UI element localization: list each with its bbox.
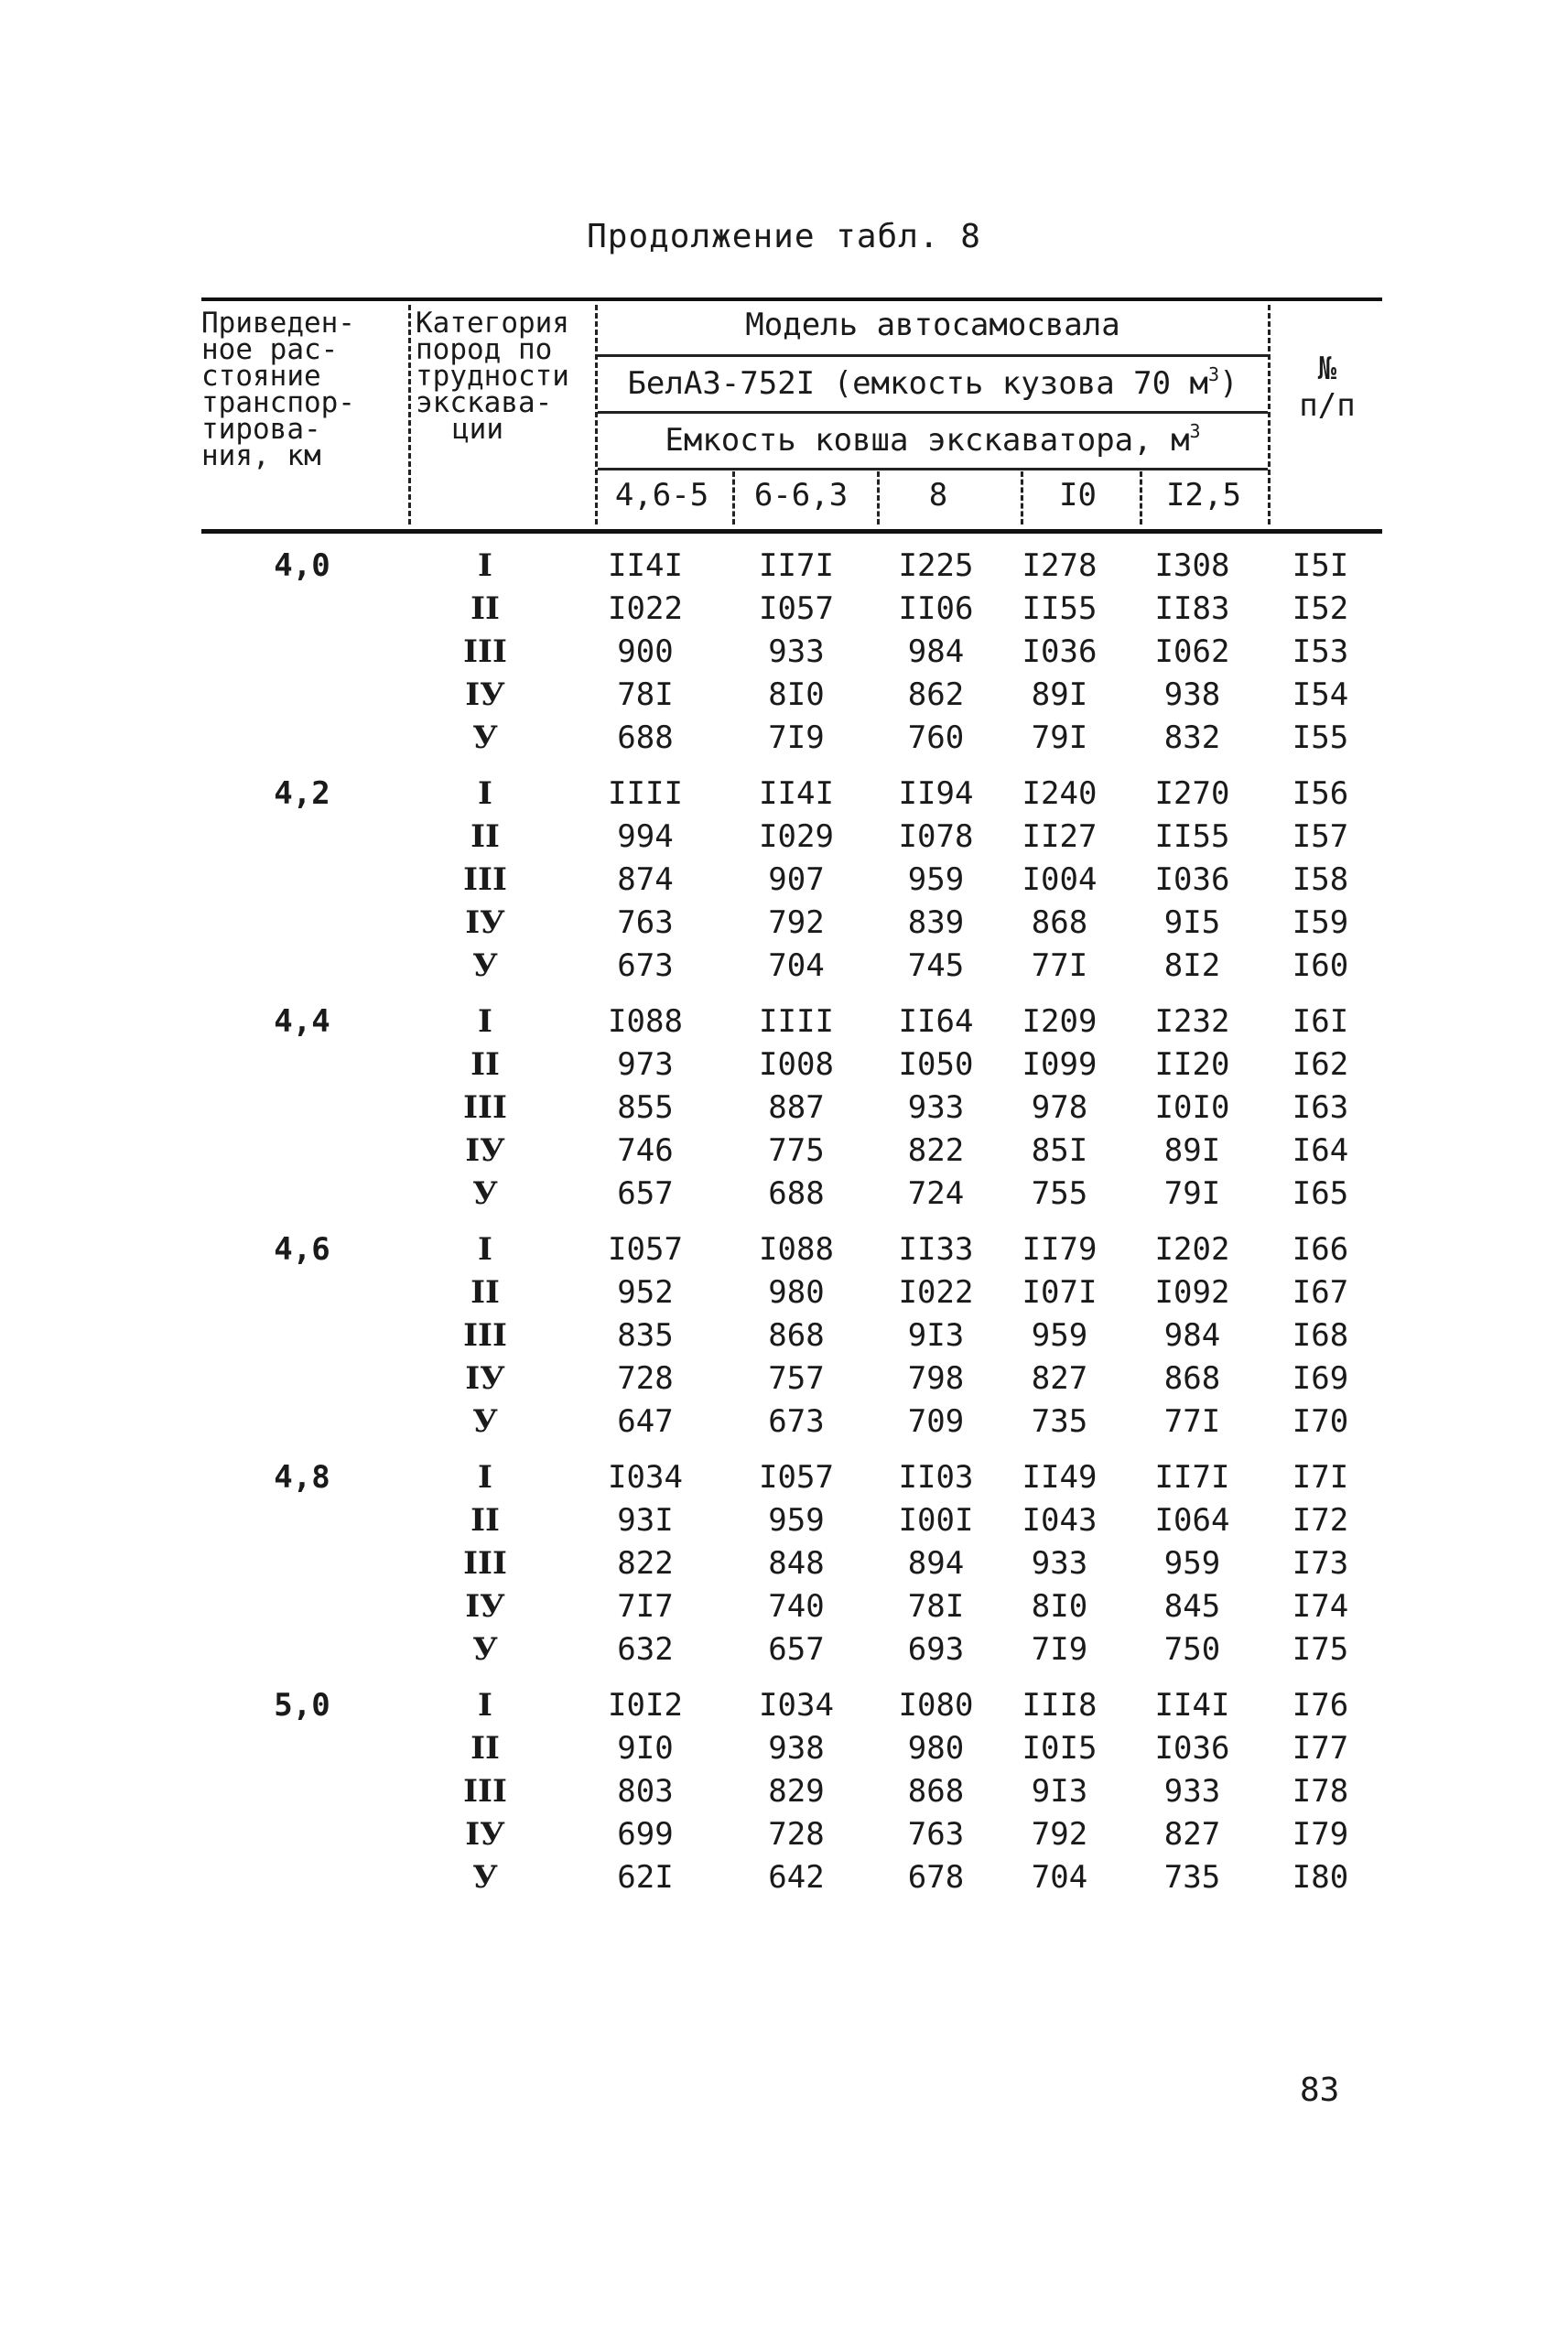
header-line-3 [598, 468, 1268, 470]
value-cell: I022 [898, 1274, 974, 1311]
table-header [201, 297, 1382, 534]
table-row [201, 1003, 1382, 1046]
value-cell: 900 [617, 633, 674, 670]
table-row [201, 1089, 1382, 1132]
value-cell: 868 [768, 1317, 825, 1354]
value-cell: 77I [1163, 1403, 1221, 1440]
value-cell: 9I5 [1163, 904, 1221, 941]
value-cell: II55 [1022, 590, 1098, 627]
table-row [201, 1360, 1382, 1403]
value-cell: 994 [617, 818, 674, 855]
value-cell: I080 [898, 1687, 974, 1724]
row-number-cell: I60 [1292, 947, 1349, 984]
value-cell: II83 [1154, 590, 1230, 627]
category-cell: III [463, 1545, 507, 1582]
header-category: Категория пород по трудности экскава- ции [416, 307, 569, 446]
table-row [201, 590, 1382, 633]
value-cell: 803 [617, 1773, 674, 1810]
distance-group [201, 775, 1382, 990]
category-cell: IУ [465, 676, 505, 713]
value-cell: II03 [898, 1459, 974, 1496]
value-cell: 984 [1163, 1317, 1221, 1354]
row-number-cell: I7I [1292, 1459, 1349, 1496]
row-number-cell: I74 [1292, 1588, 1349, 1625]
value-cell: I232 [1154, 1003, 1230, 1040]
distance-group [201, 1687, 1382, 1902]
category-cell: IУ [465, 1588, 505, 1625]
category-cell: II [470, 1730, 500, 1767]
table-body [201, 547, 1382, 1915]
value-cell: 933 [907, 1089, 965, 1126]
table-row [201, 1588, 1382, 1631]
value-cell: 763 [617, 904, 674, 941]
value-cell: I050 [898, 1046, 974, 1083]
table-row [201, 1859, 1382, 1902]
table-row [201, 1274, 1382, 1317]
category-cell: I [478, 1003, 492, 1040]
value-cell: 699 [617, 1816, 674, 1853]
value-cell: I240 [1022, 775, 1098, 812]
table-row [201, 1403, 1382, 1446]
value-cell: I078 [898, 818, 974, 855]
row-number-cell: I68 [1292, 1317, 1349, 1354]
value-cell: 735 [1163, 1859, 1221, 1896]
table-row [201, 1816, 1382, 1859]
value-cell: II94 [898, 775, 974, 812]
value-cell: 868 [1031, 904, 1088, 941]
value-cell: I00I [898, 1502, 974, 1539]
value-cell: 647 [617, 1403, 674, 1440]
value-cell: I057 [759, 590, 834, 627]
row-number-cell: I66 [1292, 1231, 1349, 1268]
category-cell: III [463, 633, 507, 670]
table-row [201, 1502, 1382, 1545]
value-cell: 959 [1031, 1317, 1088, 1354]
value-cell: 632 [617, 1631, 674, 1668]
value-cell: 907 [768, 861, 825, 898]
row-number-cell: I80 [1292, 1859, 1349, 1896]
value-cell: 704 [1031, 1859, 1088, 1896]
value-cell: 750 [1163, 1631, 1221, 1668]
value-cell: 835 [617, 1317, 674, 1354]
value-cell: II55 [1154, 818, 1230, 855]
value-cell: I07I [1022, 1274, 1098, 1311]
value-cell: 704 [768, 947, 825, 984]
bucket-size-3: 8 [928, 477, 948, 514]
value-cell: 980 [907, 1730, 965, 1767]
value-cell: 77I [1031, 947, 1088, 984]
value-cell: 9I0 [617, 1730, 674, 1767]
bucket-size-5: I2,5 [1166, 477, 1241, 514]
value-cell: 938 [1163, 676, 1221, 713]
value-cell: II7I [1154, 1459, 1230, 1496]
distance-cell: 4,6 [274, 1231, 330, 1268]
value-cell: I0I0 [1154, 1089, 1230, 1126]
value-cell: I004 [1022, 861, 1098, 898]
value-cell: 973 [617, 1046, 674, 1083]
value-cell: 868 [907, 1773, 965, 1810]
value-cell: I034 [759, 1687, 834, 1724]
value-cell: 78I [617, 676, 674, 713]
divider-b2 [877, 471, 880, 524]
category-cell: I [478, 1687, 492, 1724]
category-cell: IУ [465, 1816, 505, 1853]
value-cell: I008 [759, 1046, 834, 1083]
value-cell: I088 [608, 1003, 683, 1040]
distance-group [201, 547, 1382, 762]
value-cell: II20 [1154, 1046, 1230, 1083]
value-cell: 980 [768, 1274, 825, 1311]
value-cell: 745 [907, 947, 965, 984]
value-cell: 827 [1031, 1360, 1088, 1397]
distance-cell: 4,4 [274, 1003, 330, 1040]
value-cell: 709 [907, 1403, 965, 1440]
value-cell: 728 [768, 1816, 825, 1853]
value-cell: 78I [907, 1588, 965, 1625]
bucket-size-1: 4,6-5 [614, 477, 709, 514]
value-cell: II79 [1022, 1231, 1098, 1268]
table-row [201, 1132, 1382, 1175]
value-cell: 887 [768, 1089, 825, 1126]
value-cell: 933 [1163, 1773, 1221, 1810]
value-cell: 855 [617, 1089, 674, 1126]
header-model: Модель автосамосвала [745, 307, 1120, 343]
value-cell: I036 [1022, 633, 1098, 670]
value-cell: I0I5 [1022, 1730, 1098, 1767]
value-cell: I308 [1154, 547, 1230, 584]
value-cell: 798 [907, 1360, 965, 1397]
page-number: 83 [1300, 2071, 1340, 2109]
table-row [201, 1773, 1382, 1816]
row-number-cell: I57 [1292, 818, 1349, 855]
divider-1 [408, 305, 411, 524]
value-cell: 959 [907, 861, 965, 898]
value-cell: 757 [768, 1360, 825, 1397]
value-cell: 775 [768, 1132, 825, 1169]
distance-cell: 5,0 [274, 1687, 330, 1724]
row-number-cell: I56 [1292, 775, 1349, 812]
value-cell: 755 [1031, 1175, 1088, 1212]
header-distance: Приведен- ное рас- стояние транспор- тирова- ния, км [201, 307, 355, 472]
category-cell: IУ [465, 1132, 505, 1169]
bucket-size-2: 6-6,3 [753, 477, 849, 514]
table-row [201, 775, 1382, 818]
category-cell: I [478, 1459, 492, 1496]
value-cell: II06 [898, 590, 974, 627]
value-cell: 85I [1031, 1132, 1088, 1169]
value-cell: II4I [608, 547, 683, 584]
value-cell: I036 [1154, 1730, 1230, 1767]
row-number-cell: I67 [1292, 1274, 1349, 1311]
row-number-cell: I64 [1292, 1132, 1349, 1169]
value-cell: 79I [1031, 719, 1088, 756]
table-row [201, 1687, 1382, 1730]
header-line-1 [598, 354, 1268, 357]
value-cell: I064 [1154, 1502, 1230, 1539]
row-number-cell: I62 [1292, 1046, 1349, 1083]
value-cell: 7I9 [768, 719, 825, 756]
table-row [201, 818, 1382, 861]
value-cell: II33 [898, 1231, 974, 1268]
distance-group [201, 1459, 1382, 1674]
value-cell: 746 [617, 1132, 674, 1169]
value-cell: I202 [1154, 1231, 1230, 1268]
table-row [201, 1317, 1382, 1360]
value-cell: 657 [768, 1631, 825, 1668]
value-cell: I278 [1022, 547, 1098, 584]
category-cell: IУ [465, 1360, 505, 1397]
table-row [201, 633, 1382, 676]
category-cell: III [463, 1089, 507, 1126]
value-cell: I036 [1154, 861, 1230, 898]
value-cell: I088 [759, 1231, 834, 1268]
value-cell: I062 [1154, 633, 1230, 670]
row-number-cell: I70 [1292, 1403, 1349, 1440]
value-cell: 8I2 [1163, 947, 1221, 984]
value-cell: 848 [768, 1545, 825, 1582]
value-cell: I225 [898, 547, 974, 584]
value-cell: III8 [1022, 1687, 1098, 1724]
value-cell: I0I2 [608, 1687, 683, 1724]
row-number-cell: I52 [1292, 590, 1349, 627]
table-row [201, 1459, 1382, 1502]
value-cell: 693 [907, 1631, 965, 1668]
row-number-cell: I58 [1292, 861, 1349, 898]
value-cell: 8I0 [1031, 1588, 1088, 1625]
table-row [201, 947, 1382, 990]
value-cell: 7I7 [617, 1588, 674, 1625]
value-cell: 984 [907, 633, 965, 670]
value-cell: 79I [1163, 1175, 1221, 1212]
table-row [201, 1046, 1382, 1089]
table-row [201, 1545, 1382, 1588]
value-cell: I057 [759, 1459, 834, 1496]
row-number-cell: I6I [1292, 1003, 1349, 1040]
category-cell: У [472, 947, 498, 984]
value-cell: 792 [1031, 1816, 1088, 1853]
value-cell: 868 [1163, 1360, 1221, 1397]
bucket-size-4: I0 [1059, 477, 1097, 514]
category-cell: I [478, 1231, 492, 1268]
value-cell: 7I9 [1031, 1631, 1088, 1668]
value-cell: II64 [898, 1003, 974, 1040]
value-cell: 688 [768, 1175, 825, 1212]
category-cell: II [470, 818, 500, 855]
header-bucket: Емкость ковша экскаватора, $м^3$ [665, 420, 1201, 459]
table-row [201, 719, 1382, 762]
category-cell: II [470, 1274, 500, 1311]
value-cell: I209 [1022, 1003, 1098, 1040]
row-number-cell: I55 [1292, 719, 1349, 756]
value-cell: 89I [1163, 1132, 1221, 1169]
value-cell: 959 [768, 1502, 825, 1539]
divider-b3 [1021, 471, 1023, 524]
value-cell: 839 [907, 904, 965, 941]
divider-3 [1268, 305, 1271, 524]
value-cell: 760 [907, 719, 965, 756]
category-cell: II [470, 1502, 500, 1539]
value-cell: 657 [617, 1175, 674, 1212]
category-cell: У [472, 1631, 498, 1668]
value-cell: 93I [617, 1502, 674, 1539]
header-top-rule [201, 297, 1382, 301]
header-bottom-rule [201, 529, 1382, 534]
row-number-cell: I69 [1292, 1360, 1349, 1397]
category-cell: III [463, 1317, 507, 1354]
value-cell: 933 [768, 633, 825, 670]
value-cell: 952 [617, 1274, 674, 1311]
value-cell: 933 [1031, 1545, 1088, 1582]
divider-b1 [732, 471, 735, 524]
value-cell: 832 [1163, 719, 1221, 756]
header-line-2 [598, 411, 1268, 414]
distance-cell: 4,8 [274, 1459, 330, 1496]
value-cell: 8I0 [768, 676, 825, 713]
value-cell: 735 [1031, 1403, 1088, 1440]
value-cell: 959 [1163, 1545, 1221, 1582]
table-row [201, 1175, 1382, 1218]
value-cell: 978 [1031, 1089, 1088, 1126]
value-cell: 862 [907, 676, 965, 713]
category-cell: I [478, 547, 492, 584]
value-cell: 829 [768, 1773, 825, 1810]
row-number-cell: I78 [1292, 1773, 1349, 1810]
value-cell: II27 [1022, 818, 1098, 855]
value-cell: I092 [1154, 1274, 1230, 1311]
table-row [201, 676, 1382, 719]
value-cell: II49 [1022, 1459, 1098, 1496]
table-row [201, 904, 1382, 947]
value-cell: 9I3 [1031, 1773, 1088, 1810]
row-number-cell: I73 [1292, 1545, 1349, 1582]
row-number-cell: I5I [1292, 547, 1349, 584]
value-cell: I099 [1022, 1046, 1098, 1083]
divider-b4 [1140, 471, 1142, 524]
table-row [201, 1631, 1382, 1674]
value-cell: I022 [608, 590, 683, 627]
row-number-cell: I79 [1292, 1816, 1349, 1853]
row-number-cell: I76 [1292, 1687, 1349, 1724]
distance-cell: 4,0 [274, 547, 330, 584]
value-cell: 827 [1163, 1816, 1221, 1853]
distance-group [201, 1231, 1382, 1446]
header-number: № п/п [1299, 351, 1356, 424]
value-cell: 9I3 [907, 1317, 965, 1354]
category-cell: II [470, 590, 500, 627]
table-row [201, 861, 1382, 904]
value-cell: I029 [759, 818, 834, 855]
value-cell: 724 [907, 1175, 965, 1212]
table-row [201, 547, 1382, 590]
value-cell: IIII [608, 775, 683, 812]
value-cell: 792 [768, 904, 825, 941]
value-cell: I057 [608, 1231, 683, 1268]
category-cell: I [478, 775, 492, 812]
distance-group [201, 1003, 1382, 1218]
value-cell: I270 [1154, 775, 1230, 812]
row-number-cell: I53 [1292, 633, 1349, 670]
row-number-cell: I54 [1292, 676, 1349, 713]
value-cell: 938 [768, 1730, 825, 1767]
category-cell: У [472, 1403, 498, 1440]
header-truck: БелАЗ-752I (емкость кузова 70 $м^3$) [627, 363, 1238, 402]
category-cell: IУ [465, 904, 505, 941]
category-cell: У [472, 1175, 498, 1212]
value-cell: 62I [617, 1859, 674, 1896]
value-cell: II7I [759, 547, 834, 584]
row-number-cell: I59 [1292, 904, 1349, 941]
value-cell: 874 [617, 861, 674, 898]
value-cell: 763 [907, 1816, 965, 1853]
row-number-cell: I72 [1292, 1502, 1349, 1539]
value-cell: 728 [617, 1360, 674, 1397]
table-row [201, 1231, 1382, 1274]
row-number-cell: I63 [1292, 1089, 1349, 1126]
value-cell: 822 [617, 1545, 674, 1582]
row-number-cell: I75 [1292, 1631, 1349, 1668]
value-cell: 89I [1031, 676, 1088, 713]
value-cell: 822 [907, 1132, 965, 1169]
row-number-cell: I65 [1292, 1175, 1349, 1212]
value-cell: 673 [617, 947, 674, 984]
category-cell: У [472, 719, 498, 756]
row-number-cell: I77 [1292, 1730, 1349, 1767]
value-cell: IIII [759, 1003, 834, 1040]
value-cell: 740 [768, 1588, 825, 1625]
category-cell: III [463, 1773, 507, 1810]
value-cell: 678 [907, 1859, 965, 1896]
table-row [201, 1730, 1382, 1773]
value-cell: 894 [907, 1545, 965, 1582]
category-cell: III [463, 861, 507, 898]
table-caption: Продолжение табл. 8 [587, 218, 981, 255]
value-cell: I034 [608, 1459, 683, 1496]
value-cell: II4I [759, 775, 834, 812]
value-cell: II4I [1154, 1687, 1230, 1724]
value-cell: 845 [1163, 1588, 1221, 1625]
value-cell: 673 [768, 1403, 825, 1440]
value-cell: 688 [617, 719, 674, 756]
value-cell: I043 [1022, 1502, 1098, 1539]
distance-cell: 4,2 [274, 775, 330, 812]
category-cell: У [472, 1859, 498, 1896]
value-cell: 642 [768, 1859, 825, 1896]
category-cell: II [470, 1046, 500, 1083]
